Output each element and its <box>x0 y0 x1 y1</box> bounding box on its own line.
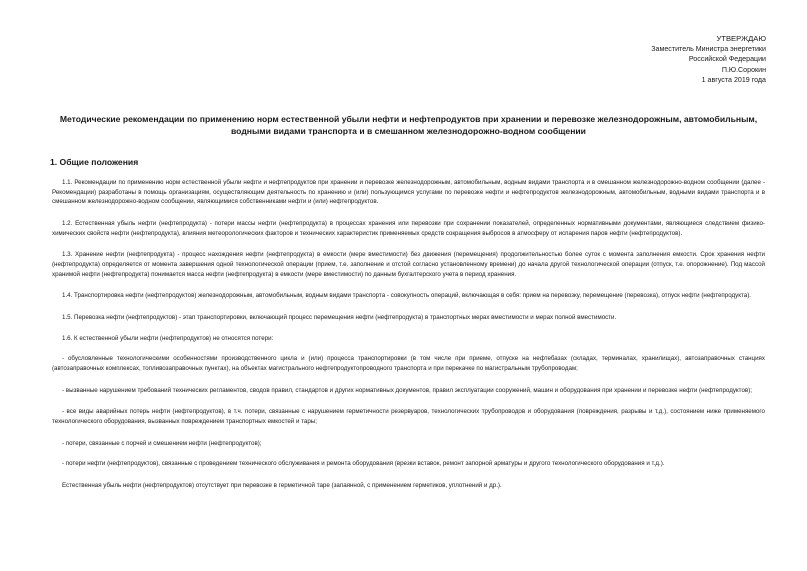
approval-signatory: П.Ю.Сорокин <box>721 65 766 74</box>
approval-date: 1 августа 2019 года <box>701 75 766 84</box>
list-item-technological-losses: - обусловленные технологическими особенностями производственного цикла и (или) процесса транспортировки (в том числе при приеме, отпуске на нефтебазах (складах, терминалах, хранилищах), автозаправочных станциях (автозаправочных комплексах, топливозаправочных пунктах), на объектах магистрального нефтепродуктопроводного транспорта и при перекачке по магистральным трубопроводам; <box>52 355 765 372</box>
paragraph-sealed-containers: Естественная убыль нефти (нефтепродуктов) отсутствует при перевозке в герметичной таре (запаянной, с применением герметиков, уплотнений и др.). <box>62 482 502 490</box>
paragraph-1-1: 1.1. Рекомендации по применению норм естественной убыли нефти и нефтепродуктов при хранении и перевозке железнодорожным, автомобильным, водным видами транспорта и в смешанном железнодорожно-водном сообщении (далее - Рекомендации) разработаны в помощь организациям, осуществляющим деятельность по хранению и (или) пользующимся услугами по перевозке нефти и нефтепродуктов железнодорожным, автомобильным, водными видами транспорта и в смешанном железнодорожно-водном сообщении, являющимися собственниками нефти и (или) нефтепродуктов. <box>52 179 765 206</box>
section-heading: 1. Общие положения <box>50 157 139 167</box>
document-title <box>52 113 765 138</box>
document-title-line-2: водными видами транспорта и в смешанном железнодорожно-водном сообщении <box>231 126 586 137</box>
list-item-violation-losses: - вызванные нарушением требований технических регламентов, сводов правил, стандартов и других нормативных документов, правил эксплуатации сооружений, машин и оборудования при хранении и перевозке нефти (нефтепродуктов); <box>62 386 752 394</box>
paragraph-1-2: 1.2. Естественная убыль нефти (нефтепродукта) - потери массы нефти (нефтепродукта) в процессах хранения или перевозки при сохранении показателей, определенных нормативными документами, являющиеся следствием физико-химических свойств нефти (нефтепродукта), влияния метеорологических факторов и технических характеристик применяемых средств сокращения выбросов в атмосферу от испарения паров нефти (нефтепродуктов). <box>52 219 765 237</box>
paragraph-1-6: 1.6. К естественной убыли нефти (нефтепродуктов) не относятся потери: <box>62 334 274 342</box>
paragraph-1-3: 1.3. Хранение нефти (нефтепродукта) - процесс нахождения нефти (нефтепродукта) в емкости (мере вместимости) без движения (перемещения) продолжительностью более суток с момента заполнения емкости. Срок хранения нефти (нефтепродукта) определяется от момента завершения одной технологической операции (прием, т.е. заполнение и отстой согласно установленному времени) до начала другой технологической операции (отпуск, т.е. опорожнение). Под массой хранимой нефти (нефтепродукта) понимается масса нефти (нефтепродукта) в емкости (мере вместимости) по данным бухгалтерского учета в период хранения. <box>52 251 765 278</box>
document-title-line-1: Методические рекомендации по применению норм естественной убыли нефти и нефтепродуктов при хранении и перевозке железнодорожным, автомобильным, <box>59 114 758 124</box>
approval-organization: Российской Федерации <box>688 55 766 64</box>
list-item-maintenance-losses: - потери нефти (нефтепродуктов), связанные с проведением технического обслуживания и ремонта оборудования (врезки вставок, ремонт запорной арматуры и другого технологического оборудования и т.д.). <box>62 460 665 468</box>
approval-head: УТВЕРЖДАЮ <box>716 34 766 43</box>
paragraph-1-4: 1.4. Транспортировка нефти (нефтепродуктов) железнодорожным, автомобильным, водным видами транспорта - совокупность операций, включающая в себя: прием на перевозку, перемещение (перевозка), отпуск нефти (нефтепродукта). <box>62 292 751 300</box>
paragraph-1-5: 1.5. Перевозка нефти (нефтепродуктов) - этап транспортировки, включающий процесс перемещения нефти (нефтепродукта) в транспортных мерах вместимости и мерах полной вместимости. <box>62 314 617 322</box>
approval-block <box>651 34 766 85</box>
list-item-spoilage-losses: - потери, связанные с порчей и смешением нефти (нефтепродуктов); <box>62 439 262 447</box>
section-body <box>52 178 765 503</box>
approval-position: Заместитель Министра энергетики <box>651 45 766 54</box>
list-item-emergency-losses: - все виды аварийных потерь нефти (нефтепродуктов), в т.ч. потери, связанные с нарушением герметичности резервуаров, технологических трубопроводов и оборудования (повреждения, разрывы и т.д.), состоянием ниже применяемого технологического оборудования, вызванных повреждением транспортных емкостей и тары; <box>52 408 765 426</box>
